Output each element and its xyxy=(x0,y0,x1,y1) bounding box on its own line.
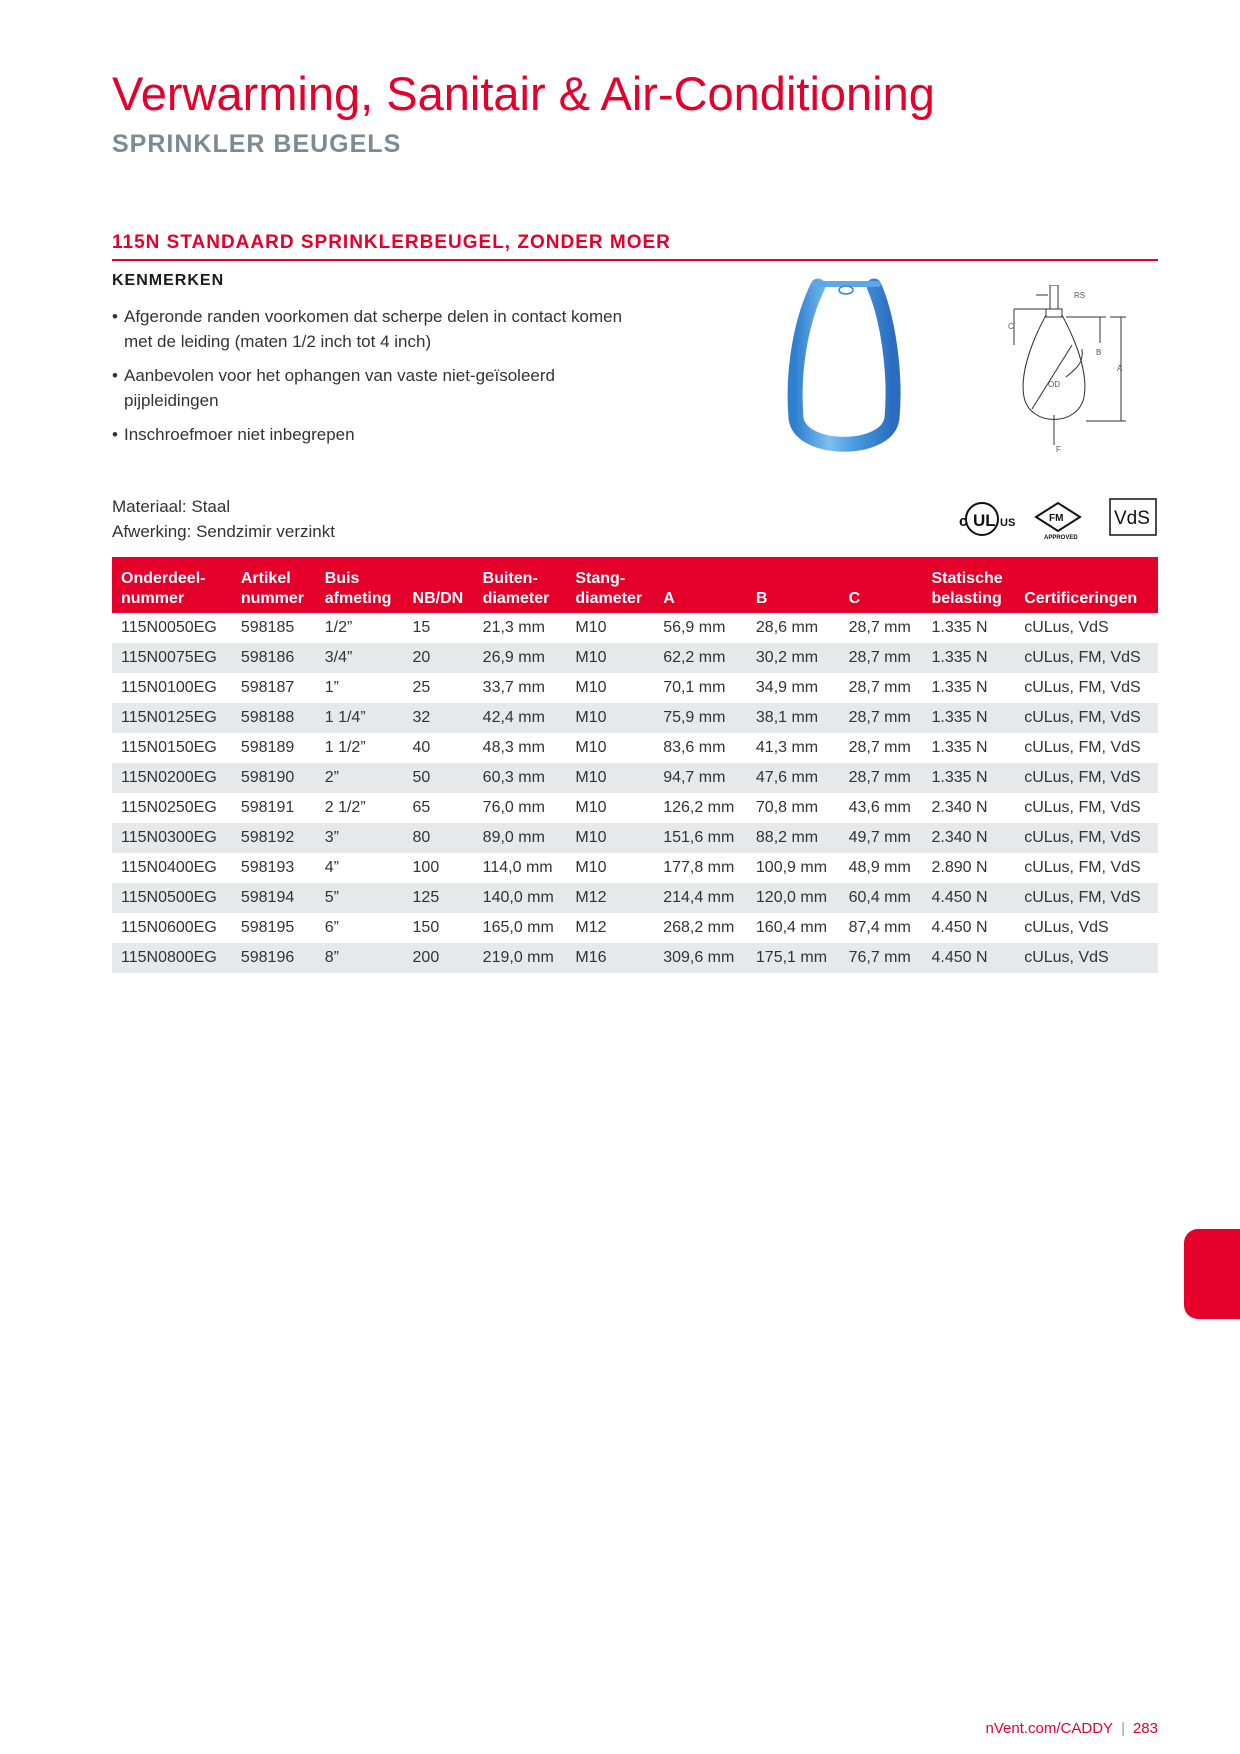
table-cell: 80 xyxy=(404,823,474,853)
table-cell: cULus, VdS xyxy=(1024,619,1109,636)
ul-listed-logo xyxy=(959,503,1015,535)
table-cell: 6” xyxy=(324,919,339,936)
svg-text:c: c xyxy=(959,513,968,530)
table-row xyxy=(112,643,1158,673)
table-cell: 1/2” xyxy=(324,619,353,636)
table-cell: 175,1 mm xyxy=(747,943,840,973)
table-cell: 28,7 mm xyxy=(848,619,911,636)
table-cell: 2.340 N xyxy=(931,799,988,816)
table-cell: 115N0150EG xyxy=(121,739,217,756)
table-cell: 598194 xyxy=(232,883,316,913)
table-cell: 1” xyxy=(324,679,339,696)
table-cell: cULus, FM, VdS xyxy=(1015,703,1158,733)
page-subtitle: SPRINKLER BEUGELS xyxy=(112,130,402,158)
table-body xyxy=(112,613,1158,973)
certification-logos xyxy=(950,497,1158,541)
page-number: 283 xyxy=(1132,1720,1158,1737)
material-info xyxy=(112,494,335,544)
table-cell: 4” xyxy=(324,859,339,876)
table-cell: M10 xyxy=(575,679,607,696)
table-cell: 83,6 mm xyxy=(663,739,726,756)
table-row xyxy=(112,763,1158,793)
diagram-label-c: C xyxy=(1008,322,1014,331)
table-cell: 115N0800EG xyxy=(112,943,232,973)
table-cell: 115N0400EG xyxy=(121,859,217,876)
dimension-diagram xyxy=(1006,285,1154,457)
table-cell: 214,4 mm xyxy=(654,883,747,913)
table-cell: 1.335 N xyxy=(923,703,1016,733)
table-cell: cULus, FM, VdS xyxy=(1015,643,1158,673)
table-cell: 100 xyxy=(412,859,440,876)
table-cell: 598188 xyxy=(232,703,316,733)
table-cell: M12 xyxy=(575,919,607,936)
table-row xyxy=(112,853,1158,883)
table-cell: cULus, FM, VdS xyxy=(1015,763,1158,793)
column-header: Onderdeel- nummer xyxy=(112,557,232,613)
section-divider xyxy=(112,259,1158,261)
table-cell: 33,7 mm xyxy=(482,679,545,696)
table-cell: 100,9 mm xyxy=(755,859,828,876)
svg-text:US: US xyxy=(1000,517,1016,529)
table-cell: 1.335 N xyxy=(923,643,1016,673)
column-header: Artikel nummer xyxy=(232,557,316,613)
table-cell: M10 xyxy=(566,643,654,673)
table-cell: 2 1/2” xyxy=(324,799,366,816)
features-heading: KENMERKEN xyxy=(112,272,225,289)
table-cell: M10 xyxy=(566,823,654,853)
svg-text:VdS: VdS xyxy=(1114,508,1150,529)
table-cell: 160,4 mm xyxy=(755,919,828,936)
table-cell: 8” xyxy=(316,943,404,973)
table-cell: 49,7 mm xyxy=(840,823,923,853)
table-cell: 120,0 mm xyxy=(747,883,840,913)
table-cell: 115N0075EG xyxy=(112,643,232,673)
table-cell: 115N0050EG xyxy=(121,619,217,636)
finish-line: Afwerking: Sendzimir verzinkt xyxy=(112,522,335,541)
table-cell: 20 xyxy=(404,643,474,673)
column-header: A xyxy=(654,557,747,613)
table-cell: 70,8 mm xyxy=(755,799,819,816)
material-line: Materiaal: Staal xyxy=(112,497,231,516)
table-cell: 598190 xyxy=(232,763,316,793)
table-cell: cULus, FM, VdS xyxy=(1015,823,1158,853)
table-cell: 598192 xyxy=(232,823,316,853)
table-cell: 56,9 mm xyxy=(663,619,726,636)
table-cell: 42,4 mm xyxy=(474,703,567,733)
table-header-row xyxy=(112,557,1158,613)
table-cell: 200 xyxy=(404,943,474,973)
table-row xyxy=(112,943,1158,973)
table-cell: 34,9 mm xyxy=(755,679,819,696)
diagram-label-f: F xyxy=(1056,445,1061,454)
column-header: Stang- diameter xyxy=(566,557,654,613)
footer-website[interactable]: nVent.com/CADDY xyxy=(985,1720,1114,1737)
diagram-label-a: A xyxy=(1117,364,1123,373)
svg-text:APPROVED: APPROVED xyxy=(1044,535,1078,541)
table-cell: 140,0 mm xyxy=(474,883,567,913)
table-cell: 3/4” xyxy=(316,643,404,673)
table-cell: 598195 xyxy=(240,919,295,936)
table-cell: 115N0250EG xyxy=(121,799,217,816)
table-cell: 309,6 mm xyxy=(654,943,747,973)
table-cell: 5” xyxy=(316,883,404,913)
feature-item: • Aanbevolen voor het ophangen van vaste niet-geïsoleerd pijpleidingen xyxy=(112,363,632,413)
feature-item: • Afgeronde randen voorkomen dat scherpe delen in contact komen met de leiding (maten 1/2 inch tot 4 inch) xyxy=(112,304,632,354)
svg-text:UL: UL xyxy=(973,511,996,530)
table-cell: 2.340 N xyxy=(923,823,1016,853)
table-cell: cULus, FM, VdS xyxy=(1024,739,1141,756)
table-cell: 15 xyxy=(412,619,431,636)
column-header: B xyxy=(747,557,840,613)
vds-logo xyxy=(1110,499,1156,535)
chapter-tab xyxy=(1184,1229,1240,1319)
table-row xyxy=(112,883,1158,913)
table-cell: 2.890 N xyxy=(931,859,988,876)
diagram-label-od: OD xyxy=(1048,380,1060,389)
table-cell: 598186 xyxy=(232,643,316,673)
table-cell: 21,3 mm xyxy=(482,619,545,636)
table-cell: 2” xyxy=(316,763,404,793)
table-cell: 150 xyxy=(412,919,440,936)
table-cell: 76,0 mm xyxy=(482,799,545,816)
table-cell: 115N0300EG xyxy=(112,823,232,853)
table-cell: 115N0100EG xyxy=(121,679,217,696)
table-cell: 48,9 mm xyxy=(848,859,911,876)
page-footer xyxy=(986,1720,1159,1737)
table-cell: cULus, FM, VdS xyxy=(1015,883,1158,913)
table-cell: 28,6 mm xyxy=(755,619,819,636)
column-header: Certificeringen xyxy=(1015,557,1158,613)
table-cell: 32 xyxy=(404,703,474,733)
table-cell: cULus, VdS xyxy=(1015,943,1158,973)
table-cell: 219,0 mm xyxy=(474,943,567,973)
table-row xyxy=(112,793,1158,823)
table-cell: M10 xyxy=(575,859,607,876)
table-cell: 76,7 mm xyxy=(840,943,923,973)
table-cell: 88,2 mm xyxy=(747,823,840,853)
table-cell: 40 xyxy=(412,739,431,756)
table-cell: 1 1/4” xyxy=(316,703,404,733)
table-cell: 65 xyxy=(412,799,431,816)
feature-item: • Inschroefmoer niet inbegrepen xyxy=(112,422,632,447)
table-cell: 47,6 mm xyxy=(747,763,840,793)
table-cell: cULus, FM, VdS xyxy=(1024,679,1141,696)
table-cell: 598196 xyxy=(232,943,316,973)
table-cell: M10 xyxy=(566,703,654,733)
table-cell: 115N0500EG xyxy=(112,883,232,913)
table-cell: 94,7 mm xyxy=(654,763,747,793)
table-cell: M16 xyxy=(566,943,654,973)
product-photo xyxy=(784,278,904,464)
table-cell: 60,4 mm xyxy=(840,883,923,913)
table-row xyxy=(112,733,1158,763)
table-cell: cULus, FM, VdS xyxy=(1024,799,1141,816)
table-cell: 48,3 mm xyxy=(482,739,545,756)
table-cell: 89,0 mm xyxy=(474,823,567,853)
table-cell: 125 xyxy=(404,883,474,913)
table-cell: 38,1 mm xyxy=(747,703,840,733)
table-cell: 177,8 mm xyxy=(663,859,735,876)
table-cell: 28,7 mm xyxy=(840,703,923,733)
table-row xyxy=(112,703,1158,733)
table-cell: 62,2 mm xyxy=(654,643,747,673)
table-cell: 598187 xyxy=(240,679,295,696)
table-cell: M10 xyxy=(566,763,654,793)
table-cell: 3” xyxy=(316,823,404,853)
table-cell: 115N0600EG xyxy=(121,919,217,936)
table-cell: 30,2 mm xyxy=(747,643,840,673)
table-cell: 115N0125EG xyxy=(112,703,232,733)
table-cell: 1.335 N xyxy=(931,739,988,756)
table-cell: 598185 xyxy=(240,619,295,636)
table-cell: 151,6 mm xyxy=(654,823,747,853)
footer-separator: | xyxy=(1121,1720,1125,1737)
table-cell: 126,2 mm xyxy=(663,799,735,816)
table-cell: 28,7 mm xyxy=(840,763,923,793)
table-cell: 50 xyxy=(404,763,474,793)
table-cell: 1.335 N xyxy=(923,763,1016,793)
table-cell: 1.335 N xyxy=(931,619,988,636)
table-cell: 4.450 N xyxy=(931,919,988,936)
table-cell: 598191 xyxy=(240,799,295,816)
column-header: NB/DN xyxy=(404,557,474,613)
table-cell: 43,6 mm xyxy=(848,799,911,816)
table-cell: cULus, VdS xyxy=(1024,919,1109,936)
table-cell: 1.335 N xyxy=(931,679,988,696)
table-cell: 75,9 mm xyxy=(654,703,747,733)
product-title: 115N STANDAARD SPRINKLERBEUGEL, ZONDER MOER xyxy=(112,232,671,253)
table-cell: 165,0 mm xyxy=(482,919,554,936)
table-cell: M12 xyxy=(566,883,654,913)
table-cell: 28,7 mm xyxy=(840,643,923,673)
table-cell: 115N0200EG xyxy=(112,763,232,793)
diagram-label-b: B xyxy=(1096,348,1102,357)
table-row xyxy=(112,673,1158,703)
table-cell: 25 xyxy=(412,679,431,696)
table-cell: 268,2 mm xyxy=(663,919,735,936)
page-title: Verwarming, Sanitair & Air-Conditioning xyxy=(112,67,935,120)
table-cell: 114,0 mm xyxy=(482,859,553,876)
table-cell: M10 xyxy=(575,799,607,816)
table-cell: cULus, FM, VdS xyxy=(1024,859,1141,876)
table-cell: 598193 xyxy=(240,859,295,876)
diagram-label-rs: RS xyxy=(1074,291,1086,300)
table-cell: 4.450 N xyxy=(923,883,1016,913)
column-header: Buiten- diameter xyxy=(474,557,567,613)
features-list xyxy=(112,304,632,456)
column-header: Statische belasting xyxy=(923,557,1016,613)
table-cell: M10 xyxy=(575,739,607,756)
specification-table xyxy=(112,557,1158,973)
table-cell: 28,7 mm xyxy=(848,739,911,756)
table-cell: M10 xyxy=(575,619,607,636)
column-header: Buis afmeting xyxy=(316,557,404,613)
table-row xyxy=(112,613,1158,643)
table-cell: 598189 xyxy=(240,739,295,756)
table-cell: 87,4 mm xyxy=(848,919,911,936)
svg-text:FM: FM xyxy=(1049,513,1064,524)
table-cell: 60,3 mm xyxy=(474,763,567,793)
table-cell: 28,7 mm xyxy=(848,679,911,696)
table-cell: 41,3 mm xyxy=(755,739,819,756)
column-header: C xyxy=(840,557,923,613)
table-row xyxy=(112,913,1158,943)
table-cell: 70,1 mm xyxy=(663,679,726,696)
table-cell: 4.450 N xyxy=(923,943,1016,973)
table-cell: 26,9 mm xyxy=(474,643,567,673)
table-cell: 1 1/2” xyxy=(324,739,366,756)
table-row xyxy=(112,823,1158,853)
fm-approved-logo xyxy=(1036,503,1080,541)
